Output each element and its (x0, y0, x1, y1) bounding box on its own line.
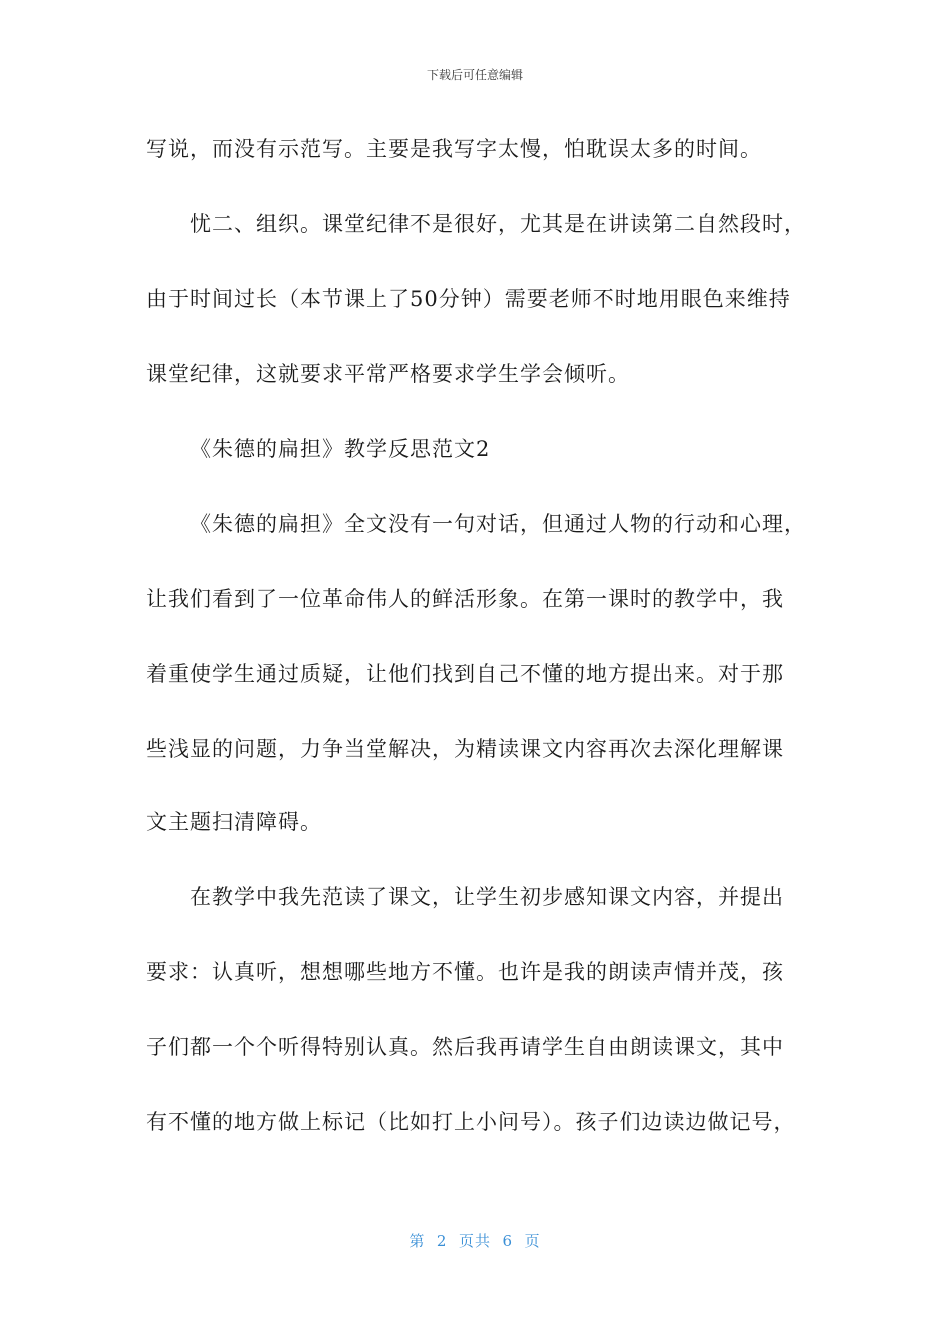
text-line: 文主题扫清障碍。 (146, 810, 322, 834)
text-line: 子们都一个个听得特别认真。然后我再请学生自由朗读课文，其中 (146, 1035, 784, 1059)
text-line: 课堂纪律，这就要求平常严格要求学生学会倾听。 (146, 362, 630, 386)
text-line: 写说，而没有示范写。主要是我写字太慢，怕耽误太多的时间。 (146, 137, 762, 161)
text-line: 要求：认真听，想想哪些地方不懂。也许是我的朗读声情并茂，孩 (146, 960, 784, 984)
text-line: 着重使学生通过质疑，让他们找到自己不懂的地方提出来。对于那 (146, 662, 784, 686)
page-header: 下载后可任意编辑 (426, 68, 523, 82)
text-line: 让我们看到了一位革命伟人的鲜活形象。在第一课时的教学中，我 (146, 587, 784, 611)
text-line: 些浅显的问题，力争当堂解决，为精读课文内容再次去深化理解课 (146, 737, 784, 761)
text-line: 由于时间过长（本节课上了50分钟）需要老师不时地用眼色来维持 (146, 287, 791, 311)
section-heading: 《朱德的扁担》教学反思范文2 (190, 437, 491, 461)
text-line: 在教学中我先范读了课文，让学生初步感知课文内容，并提出 (190, 885, 784, 909)
text-line: 忧二、组织。课堂纪律不是很好，尤其是在讲读第二自然段时， (190, 212, 806, 236)
text-line: 有不懂的地方做上标记（比如打上小问号）。孩子们边读边做记号， (146, 1110, 796, 1134)
text-line: 《朱德的扁担》全文没有一句对话，但通过人物的行动和心理， (190, 512, 806, 536)
page-footer: 第 2 页共 6 页 (409, 1232, 541, 1250)
